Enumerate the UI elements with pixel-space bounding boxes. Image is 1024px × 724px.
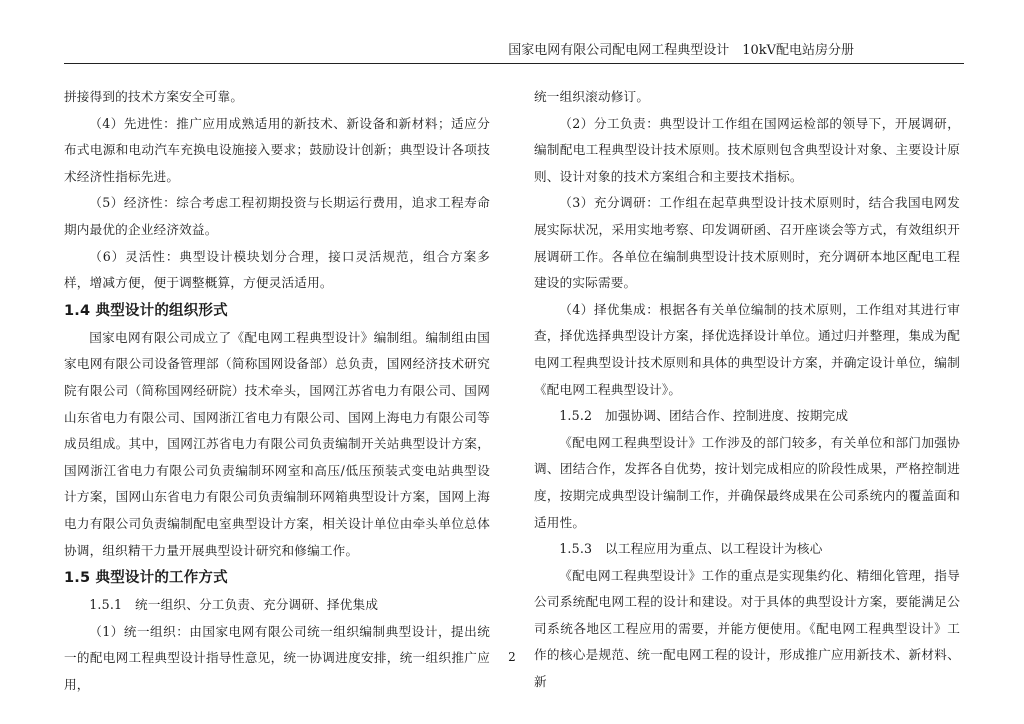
section-heading: 1.5 典型设计的工作方式 bbox=[64, 570, 228, 587]
subsection-heading: 1.5.1 统一组织、分工负责、充分调研、择优集成 bbox=[89, 597, 379, 613]
paragraph: （3）充分调研：工作组在起草典型设计技术原则时，结合我国电网发展实际状况，采用实地考察、印发调研函、召开座谈会等方式，有效组织开展调研工作。各单位在编制典型设计技术原则时，充分调研本地区配电工程建设的实际需要。 bbox=[534, 195, 960, 291]
subsection-heading: 1.5.3 以工程应用为重点、以工程设计为核心 bbox=[559, 541, 823, 557]
paragraph: 国家电网有限公司成立了《配电网工程典型设计》编制组。编制组由国家电网有限公司设备管理部（简称国网设备部）总负责，国网经济技术研究院有限公司（简称国网经研院）技术牵头，国网江苏省电力有限公司、国网山东省电力有限公司、国网浙江省电力有限公司、国网上海电力有限公司等成员组成。其中，国网江苏省电力有限公司负责编制开关站典型设计方案，国网浙江省电力有限公司负责编制环网室和高压/低压预装式变电站典型设计方案，国网山东省电力有限公司负责编制环网箱典型设计方案，国网上海电力有限公司负责编制配电室典型设计方案，相关设计单位由牵头单位总体协调，组织精干力量开展典型设计研究和修编工作。 bbox=[64, 329, 490, 558]
subsection-heading: 1.5.2 加强协调、团结合作、控制进度、按期完成 bbox=[559, 408, 849, 424]
paragraph: （4）择优集成：根据各有关单位编制的技术原则，工作组对其进行审查，择优选择典型设计方案，择优选择设计单位。通过归并整理，集成为配电网工程典型设计技术原则和具体的典型设计方案，并确定设计单位，编制《配电网工程典型设计》。 bbox=[534, 301, 960, 397]
paragraph: （5）经济性：综合考虑工程初期投资与长期运行费用，追求工程寿命期内最优的企业经济效益。 bbox=[64, 195, 490, 237]
paragraph: （2）分工负责：典型设计工作组在国网运检部的领导下，开展调研，编制配电工程典型设计技术原则。技术原则包含典型设计对象、主要设计原则、设计对象的技术方案组合和主要技术指标。 bbox=[534, 115, 960, 184]
paragraph: 《配电网工程典型设计》工作涉及的部门较多，有关单位和部门加强协调、团结合作，发挥各自优势，按计划完成相应的阶段性成果，严格控制进度，按期完成典型设计编制工作，并确保最终成果在公司系统内的覆盖面和适用性。 bbox=[534, 434, 960, 530]
page-number: 2 bbox=[508, 650, 516, 664]
paragraph: （6）灵活性：典型设计模块划分合理，接口灵活规范，组合方案多样，增减方便，便于调整概算，方便灵活适用。 bbox=[64, 248, 490, 291]
paragraph: 统一组织滚动修订。 bbox=[534, 89, 650, 104]
paragraph: （1）统一组织：由国家电网有限公司统一组织编制典型设计，提出统一的配电网工程典型设计指导性意见，统一协调进度安排，统一组织推广应用， bbox=[64, 623, 490, 692]
right-column bbox=[534, 84, 960, 696]
left-column bbox=[64, 84, 490, 698]
paragraph: 《配电网工程典型设计》工作的重点是实现集约化、精细化管理，指导公司系统配电网工程的设计和建设。对于具体的典型设计方案，要能满足公司系统各地区工程应用的需要，并能方便使用。《配电网工程典型设计》工作的核心是规范、统一配电网工程的设计，形成推广应用新技术、新材料、新 bbox=[534, 567, 960, 690]
paragraph: 拼接得到的技术方案安全可靠。 bbox=[64, 89, 244, 104]
page-header: 国家电网有限公司配电网工程典型设计 10kV配电站房分册 bbox=[508, 43, 854, 58]
section-heading: 1.4 典型设计的组织形式 bbox=[64, 302, 228, 319]
header-rule bbox=[64, 63, 964, 64]
paragraph: （4）先进性：推广应用成熟适用的新技术、新设备和新材料；适应分布式电源和电动汽车充换电设施接入要求；鼓励设计创新；典型设计各项技术经济性指标先进。 bbox=[64, 115, 490, 184]
